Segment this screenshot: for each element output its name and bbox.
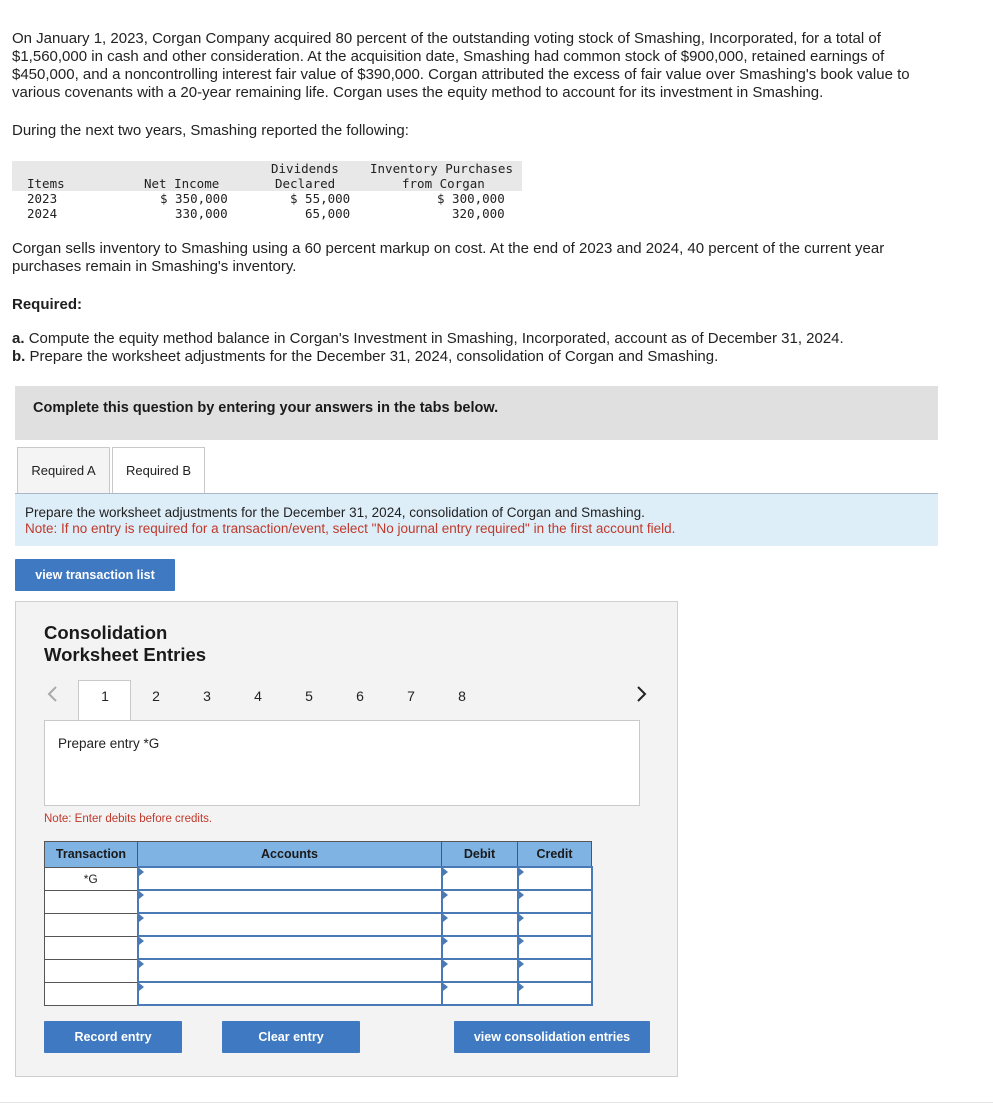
th-dividends: Dividends xyxy=(271,161,339,176)
input-marker-icon xyxy=(519,914,524,922)
view-transaction-list-button[interactable]: view transaction list xyxy=(15,559,175,591)
instructions-note: Note: If no entry is required for a transaction/event, select "No journal entry required" in the first account field. xyxy=(25,521,676,536)
pager-page-8[interactable]: 8 xyxy=(458,688,466,704)
clear-entry-button[interactable]: Clear entry xyxy=(222,1021,360,1053)
required-label: Required: xyxy=(12,296,83,313)
account-select[interactable] xyxy=(138,936,442,959)
account-select[interactable] xyxy=(138,959,442,982)
pager-page-5[interactable]: 5 xyxy=(305,688,313,704)
instructions-box xyxy=(15,494,938,546)
debit-input[interactable] xyxy=(442,936,518,959)
debits-note: Note: Enter debits before credits. xyxy=(44,813,213,825)
credit-input[interactable] xyxy=(518,913,592,936)
chevron-left-icon[interactable] xyxy=(46,685,60,703)
journal-row xyxy=(45,959,592,982)
debit-input[interactable] xyxy=(442,959,518,982)
journal-row xyxy=(45,913,592,936)
input-marker-icon xyxy=(443,983,448,991)
requirement-b-letter: b. xyxy=(12,348,26,365)
transaction-cell xyxy=(45,913,138,936)
th-from-corgan: from Corgan xyxy=(402,176,485,191)
row-2023-dividends: $ 55,000 xyxy=(290,191,351,206)
input-marker-icon xyxy=(519,983,524,991)
dropdown-marker-icon xyxy=(139,960,144,968)
account-select[interactable] xyxy=(138,867,442,890)
requirement-a-text: Compute the equity method balance in Corgan's Investment in Smashing, Incorporated, account as of December 31, 2024. xyxy=(28,330,844,347)
th-declared: Declared xyxy=(275,176,336,191)
journal-row xyxy=(45,982,592,1005)
pager-page-2[interactable]: 2 xyxy=(152,688,160,704)
dropdown-marker-icon xyxy=(139,891,144,899)
transaction-label: *G xyxy=(83,871,98,886)
pager-page-4[interactable]: 4 xyxy=(254,688,262,704)
col-debit: Debit xyxy=(442,842,518,868)
th-net-income: Net Income xyxy=(144,176,220,191)
transaction-cell xyxy=(45,959,138,982)
journal-row xyxy=(45,867,592,890)
journal-row xyxy=(45,890,592,913)
pager-page-6[interactable]: 6 xyxy=(356,688,364,704)
dropdown-marker-icon xyxy=(139,937,144,945)
instruction-bar xyxy=(15,386,938,440)
th-items: Items xyxy=(27,176,65,191)
transaction-cell xyxy=(45,867,138,890)
journal-entry-table xyxy=(44,841,593,1006)
input-marker-icon xyxy=(443,891,448,899)
chevron-right-icon[interactable] xyxy=(634,685,648,703)
tab-required-b[interactable]: Required B xyxy=(112,447,205,493)
account-select[interactable] xyxy=(138,913,442,936)
instructions-line: Prepare the worksheet adjustments for the December 31, 2024, consolidation of Corgan and Smashing. xyxy=(25,505,645,520)
record-entry-button[interactable]: Record entry xyxy=(44,1021,182,1053)
requirement-b xyxy=(12,348,718,365)
pager-page-7[interactable]: 7 xyxy=(407,688,415,704)
journal-row xyxy=(45,936,592,959)
transaction-cell xyxy=(45,982,138,1005)
credit-input[interactable] xyxy=(518,936,592,959)
credit-input[interactable] xyxy=(518,890,592,913)
row-2023-inventory: $ 300,000 xyxy=(437,191,505,206)
debit-input[interactable] xyxy=(442,867,518,890)
account-select[interactable] xyxy=(138,982,442,1005)
credit-input[interactable] xyxy=(518,959,592,982)
entry-prompt: Prepare entry *G xyxy=(58,736,160,751)
entry-prompt-box xyxy=(44,720,640,806)
requirement-a-letter: a. xyxy=(12,330,25,347)
th-inventory-purchases: Inventory Purchases xyxy=(370,161,513,176)
input-marker-icon xyxy=(519,868,524,876)
row-2023-year: 2023 xyxy=(27,191,58,206)
row-2024-inventory: 320,000 xyxy=(452,206,505,221)
problem-after-table: Corgan sells inventory to Smashing using a 60 percent markup on cost. At the end of 2023 and 2024, 40 percent of the current year purchases remain in Smashing's inventory. xyxy=(12,240,885,275)
credit-input[interactable] xyxy=(518,982,592,1005)
row-2024-dividends: 65,000 xyxy=(305,206,351,221)
input-marker-icon xyxy=(443,960,448,968)
debit-input[interactable] xyxy=(442,982,518,1005)
panel-title-line1: Consolidation xyxy=(44,622,168,643)
pager-page-3[interactable]: 3 xyxy=(203,688,211,704)
panel-title-line2: Worksheet Entries xyxy=(44,644,207,665)
requirement-a xyxy=(12,330,844,347)
requirement-b-text: Prepare the worksheet adjustments for the December 31, 2024, consolidation of Corgan and Smashing. xyxy=(29,348,719,365)
col-transaction: Transaction xyxy=(45,842,138,868)
input-marker-icon xyxy=(519,891,524,899)
account-select[interactable] xyxy=(138,890,442,913)
input-marker-icon xyxy=(443,868,448,876)
debit-input[interactable] xyxy=(442,890,518,913)
transaction-cell xyxy=(45,890,138,913)
tab-required-a[interactable]: Required A xyxy=(17,447,110,493)
row-2023-net-income: $ 350,000 xyxy=(160,191,228,206)
col-accounts: Accounts xyxy=(138,842,442,868)
credit-input[interactable] xyxy=(518,867,592,890)
input-marker-icon xyxy=(443,914,448,922)
view-consolidation-entries-button[interactable]: view consolidation entries xyxy=(454,1021,650,1053)
journal-header-row xyxy=(45,842,592,868)
problem-intro: On January 1, 2023, Corgan Company acquired 80 percent of the outstanding voting stock of Smashing, Incorporated, for a total of $1,560,000 in cash and other consideration. At the acquisition date, Smashing had common stock of $900,000, retained earnings of $450,000, and a noncontrolling interest fair value of $390,000. Corgan attributed the excess of fair value over Smashing's book value to various covenants with a 20-year remaining life. Corgan uses the equity method to account for its investment in Smashing. xyxy=(12,30,910,101)
col-credit: Credit xyxy=(518,842,592,868)
instruction-text: Complete this question by entering your answers in the tabs below. xyxy=(33,400,499,416)
row-2024-year: 2024 xyxy=(27,206,58,221)
transaction-cell xyxy=(45,936,138,959)
pager-page-1[interactable]: 1 xyxy=(101,688,109,704)
input-marker-icon xyxy=(519,960,524,968)
dropdown-marker-icon xyxy=(139,914,144,922)
debit-input[interactable] xyxy=(442,913,518,936)
problem-lead: During the next two years, Smashing reported the following: xyxy=(12,122,409,139)
page-bottom-divider xyxy=(0,1102,993,1103)
dropdown-marker-icon xyxy=(139,868,144,876)
input-marker-icon xyxy=(519,937,524,945)
panel-title xyxy=(44,622,206,666)
input-marker-icon xyxy=(443,937,448,945)
dropdown-marker-icon xyxy=(139,983,144,991)
row-2024-net-income: 330,000 xyxy=(175,206,228,221)
